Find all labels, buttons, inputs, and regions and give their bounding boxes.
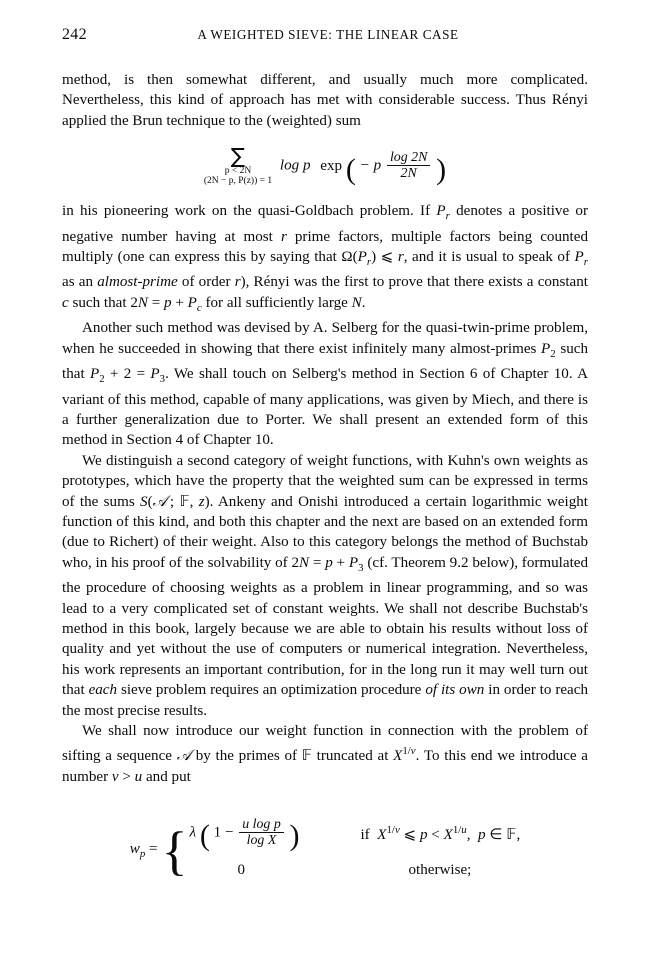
- paragraph-4: We shall now introduce our weight function in connection with the problem of sifting a sequence 𝒜 by the primes of 𝔽 truncated at $X^{1/v}$. To this end we introduce a number v > u and put: [62, 723, 588, 785]
- eq1-left-paren: (: [345, 152, 356, 186]
- summation-symbol: [204, 145, 272, 187]
- eq2-frac-numerator: u log p: [242, 816, 281, 832]
- eq2-lhs: [130, 839, 158, 864]
- eq2-right-paren: ): [289, 819, 300, 853]
- paragraph-1b: in his pioneering work on the quasi-Goldbach problem. If $P_r$ denotes a positive or negative number having at most r prime factors, multiple factors being counted multiply (one can express this by saying that $\Omega(P_r)$ ⩽ r, and it is usual to speak of $P_r$ as an almost-prime of order r), Rényi was the first to prove that there exists a constant c such that $2N = p + P_c$ for all sufficiently large N.: [62, 203, 589, 314]
- eq2-brace: {: [161, 821, 188, 882]
- paragraph-2: Another such method was devised by A. Selberg for the quasi-twin-prime problem, when he succeeded in showing that there exist infinitely many almost-primes $P_2$ such that $P_2 + 2 = P_3$. We shall touch on Selberg's method in Section 6 of Chapter 10. A variant of this method, capable of many applications, was given by Miech, and there is a further generalization due to Porter. We shall present an extended form of this method in Section 4 of Chapter 10.: [62, 320, 588, 449]
- sum-subscript-1: p < 2N: [224, 166, 252, 177]
- paragraph-1a: method, is then somewhat different, and usually much more complicated. Nevertheless, this kind of approach has met with considerable success. Thus Rényi applied the Brun technique to the (weighted) sum: [62, 72, 588, 129]
- eq2-if-keyword: if: [360, 826, 370, 843]
- eq2-case-1: [189, 813, 520, 851]
- eq2-case-2: [189, 851, 520, 889]
- eq2-case2-expression: 0: [237, 862, 246, 879]
- equation-2: [62, 813, 588, 889]
- equation-1: [62, 145, 588, 187]
- eq1-logp: log p: [279, 157, 311, 174]
- eq2-equals: =: [149, 840, 158, 857]
- body-text: [62, 70, 588, 889]
- running-title: A WEIGHTED SIEVE: THE LINEAR CASE: [197, 27, 459, 42]
- eq2-fraction: [239, 817, 284, 848]
- eq2-lhs-symbol: w: [129, 840, 140, 857]
- eq2-lambda: λ: [189, 824, 197, 841]
- eq2-minus: −: [224, 824, 234, 841]
- sum-glyph: ∑: [230, 144, 246, 169]
- eq1-frac-numerator: log 2N: [389, 150, 428, 166]
- eq2-frac-denominator: log X: [239, 832, 284, 848]
- eq2-lhs-subscript: p: [139, 847, 146, 860]
- eq2-cases: [189, 813, 520, 889]
- eq1-minus-p: − p: [359, 157, 382, 174]
- paragraph-3: We distinguish a second category of weight functions, with Kuhn's own weights as prototypes, which have the property that the weighted sum can be expressed in terms of the sums S(𝒜 ; 𝔽, z). Ankeny and Onishi introduced a certain logarithmic weight function of this kind, and both this chapter and the next are based on an extended form (due to Richert) of their weight. Also to this category belongs the method of Buchstab who, in his proof of the solvability of $2N = p + P_3$ (cf. Theorem 9.2 below), formulated the procedure of choosing weights as a problem in linear programming, and so was lead to a very complicated set of constant weights. We shall not describe Buchstab's method in this book, largely because we are able to obtain his results without loss of quality and yet without the use of computers or numerical integration. Nevertheless, his work represents an important contribution, for in the long run it may well turn out that each sieve problem requires an optimization procedure of its own in order to reach the most precise results.: [62, 452, 589, 719]
- eq2-case1-condition: if $X^{1/v}$ ⩽ $p < X^{1/u}$, p ∈ 𝔽,: [360, 823, 521, 843]
- running-head: [62, 26, 588, 44]
- eq1-right-paren: ): [436, 152, 447, 186]
- eq2-case2-condition: otherwise;: [408, 862, 472, 879]
- eq1-frac-denominator: 2N: [387, 165, 430, 181]
- page-number: 242: [62, 26, 87, 43]
- eq2-left-paren: (: [199, 819, 210, 853]
- sum-subscript-2: (2N − p, P(z)) = 1: [203, 176, 273, 187]
- eq2-case1-expression: [189, 816, 344, 853]
- eq1-exp: exp: [320, 157, 343, 174]
- eq2-one: 1: [213, 824, 222, 841]
- eq1-fraction: [387, 150, 430, 181]
